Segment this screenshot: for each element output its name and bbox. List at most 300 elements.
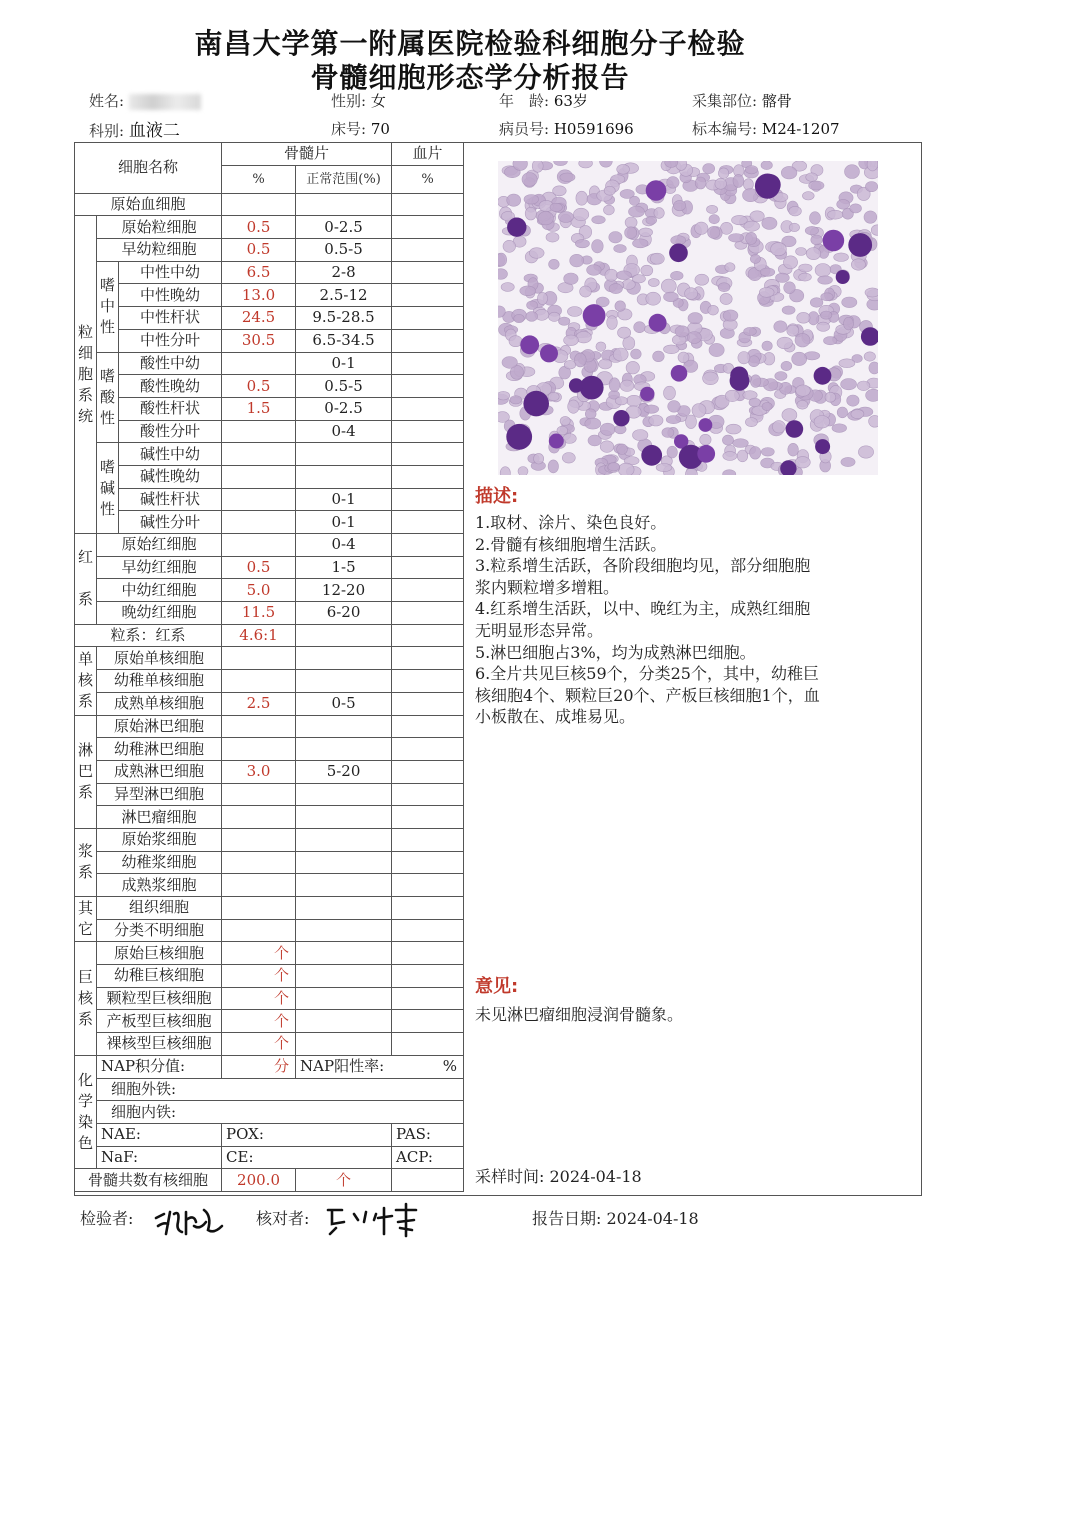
patient-no-value: H0591696 bbox=[553, 120, 634, 138]
red-blood-cell bbox=[771, 242, 787, 255]
row-range bbox=[296, 1033, 392, 1056]
description-line: 小板散在、成堆易见。 bbox=[475, 707, 636, 727]
row-pct: 11.5 bbox=[222, 602, 296, 625]
red-blood-cell bbox=[615, 301, 626, 312]
red-blood-cell bbox=[749, 398, 760, 407]
red-blood-cell bbox=[498, 269, 508, 280]
red-blood-cell bbox=[805, 226, 818, 234]
red-blood-cell bbox=[613, 348, 628, 361]
patient-name-field bbox=[89, 90, 201, 111]
red-blood-cell bbox=[718, 168, 728, 179]
description-line: 浆内颗粒增多增粗。 bbox=[475, 577, 620, 597]
row-pct: 0.5 bbox=[222, 216, 296, 239]
red-blood-cell bbox=[762, 341, 772, 351]
col-header-blood-pct: % bbox=[392, 165, 464, 193]
red-blood-cell bbox=[722, 435, 733, 445]
red-blood-cell bbox=[718, 283, 730, 292]
row-range bbox=[296, 443, 392, 466]
nucleated-cell bbox=[583, 304, 606, 327]
row-range bbox=[296, 851, 392, 874]
row-range: 1-5 bbox=[296, 556, 392, 579]
row-pct bbox=[222, 874, 296, 897]
nucleated-cell bbox=[549, 434, 564, 449]
red-blood-cell bbox=[625, 217, 637, 228]
red-blood-cell bbox=[615, 397, 627, 405]
red-blood-cell bbox=[525, 207, 536, 220]
red-blood-cell bbox=[726, 424, 741, 434]
red-blood-cell bbox=[759, 288, 774, 298]
red-blood-cell bbox=[596, 342, 606, 351]
nap-positive-cell bbox=[296, 1055, 464, 1078]
red-blood-cell bbox=[560, 173, 575, 182]
row-range bbox=[296, 897, 392, 920]
red-blood-cell bbox=[600, 441, 614, 453]
nap-positive-label: NAP阳性率: bbox=[300, 1057, 385, 1076]
red-blood-cell bbox=[520, 286, 536, 296]
red-blood-cell bbox=[814, 416, 830, 429]
red-blood-cell bbox=[792, 352, 807, 365]
gender-label: 性别: bbox=[331, 92, 367, 110]
nucleated-cell bbox=[569, 378, 583, 392]
red-blood-cell bbox=[841, 457, 855, 466]
red-blood-cell bbox=[668, 401, 681, 413]
bed-field bbox=[331, 118, 390, 139]
row-name: 淋巴瘤细胞 bbox=[97, 806, 222, 829]
red-blood-cell bbox=[648, 278, 659, 286]
row-pct bbox=[222, 670, 296, 693]
red-blood-cell bbox=[529, 248, 544, 259]
row-pct: 2.5 bbox=[222, 692, 296, 715]
red-blood-cell bbox=[632, 275, 645, 283]
nucleated-cell bbox=[649, 314, 667, 332]
red-blood-cell bbox=[656, 464, 672, 472]
nucleated-cell bbox=[640, 387, 654, 401]
nucleated-cell bbox=[520, 335, 539, 354]
red-blood-cell bbox=[703, 372, 719, 385]
red-blood-cell bbox=[723, 470, 736, 475]
red-blood-cell bbox=[839, 359, 855, 368]
red-blood-cell bbox=[631, 349, 642, 359]
red-blood-cell bbox=[723, 310, 738, 321]
red-blood-cell bbox=[587, 265, 602, 276]
red-blood-cell bbox=[821, 293, 833, 301]
row-range bbox=[296, 465, 392, 488]
row-name: 组织细胞 bbox=[97, 897, 222, 920]
red-blood-cell bbox=[789, 223, 799, 231]
red-blood-cell bbox=[500, 467, 510, 475]
row-range: 12-20 bbox=[296, 579, 392, 602]
red-blood-cell bbox=[562, 453, 575, 464]
red-blood-cell bbox=[703, 164, 715, 174]
red-blood-cell bbox=[654, 208, 664, 219]
red-blood-cell bbox=[871, 225, 878, 236]
red-blood-cell bbox=[709, 215, 719, 224]
nucleated-cell bbox=[814, 367, 832, 385]
red-blood-cell bbox=[802, 192, 814, 200]
row-name: 幼稚浆细胞 bbox=[97, 851, 222, 874]
red-blood-cell bbox=[626, 361, 639, 374]
row-range: 9.5-28.5 bbox=[296, 307, 392, 330]
red-blood-cell bbox=[810, 298, 823, 308]
description-line: 5.淋巴细胞占3%，均为成熟淋巴细胞。 bbox=[475, 642, 756, 662]
red-blood-cell bbox=[777, 337, 793, 349]
description-line: 核细胞4个、颗粒巨20个、产板巨核细胞1个，血 bbox=[475, 685, 820, 705]
red-blood-cell bbox=[837, 407, 847, 418]
red-blood-cell bbox=[671, 271, 684, 280]
row-range bbox=[296, 806, 392, 829]
row-name: 酸性杆状 bbox=[119, 397, 222, 420]
red-blood-cell bbox=[775, 372, 787, 381]
nucleated-cell bbox=[580, 376, 604, 400]
dept-field bbox=[89, 116, 180, 141]
row-pct: 6.5 bbox=[222, 261, 296, 284]
red-blood-cell bbox=[858, 446, 873, 458]
opinion-text: 未见淋巴瘤细胞浸润骨髓象。 bbox=[475, 1005, 684, 1024]
row-name: 成熟浆细胞 bbox=[97, 874, 222, 897]
row-pct bbox=[222, 352, 296, 375]
col-header-pct: % bbox=[222, 165, 296, 193]
red-blood-cell bbox=[851, 409, 864, 418]
red-blood-cell bbox=[744, 221, 760, 231]
red-blood-cell bbox=[746, 232, 757, 244]
nap-positive-unit: % bbox=[442, 1057, 458, 1076]
row-pct bbox=[222, 828, 296, 851]
row-name: 原始浆细胞 bbox=[97, 828, 222, 851]
red-blood-cell bbox=[675, 326, 689, 337]
red-blood-cell bbox=[557, 426, 568, 435]
red-blood-cell bbox=[510, 396, 522, 404]
nucleated-cell bbox=[697, 445, 715, 463]
group-lymph: 淋 巴 系 bbox=[75, 715, 97, 828]
row-name: 原始粒细胞 bbox=[97, 216, 222, 239]
row-pct: 0.5 bbox=[222, 556, 296, 579]
red-blood-cell bbox=[750, 254, 760, 263]
red-blood-cell bbox=[810, 212, 821, 225]
bone-marrow-micrograph bbox=[498, 161, 878, 475]
row-name: 颗粒型巨核细胞 bbox=[97, 987, 222, 1010]
red-blood-cell bbox=[575, 239, 589, 247]
bed-label: 床号: bbox=[331, 120, 367, 138]
row-name: 酸性中幼 bbox=[119, 352, 222, 375]
red-blood-cell bbox=[760, 268, 775, 276]
red-blood-cell bbox=[527, 301, 538, 310]
red-blood-cell bbox=[811, 235, 823, 245]
red-blood-cell bbox=[750, 447, 761, 460]
red-blood-cell bbox=[725, 390, 739, 401]
red-blood-cell bbox=[851, 259, 865, 270]
patient-no-field bbox=[499, 118, 634, 139]
row-name: 异型淋巴细胞 bbox=[97, 783, 222, 806]
red-blood-cell bbox=[576, 191, 588, 205]
checker-label: 核对者: bbox=[256, 1209, 310, 1228]
row-pct bbox=[222, 783, 296, 806]
opinion-heading: 意见: bbox=[475, 976, 519, 997]
red-blood-cell bbox=[662, 428, 674, 438]
red-blood-cell bbox=[815, 264, 831, 277]
col-header-marrow: 骨髓片 bbox=[222, 143, 392, 166]
group-granulocyte: 粒 细 胞 系 统 bbox=[75, 216, 97, 534]
red-blood-cell bbox=[588, 435, 601, 446]
red-blood-cell bbox=[507, 194, 521, 206]
row-name: 碱性晚幼 bbox=[119, 465, 222, 488]
row-pct: 个 bbox=[222, 1010, 296, 1033]
red-blood-cell bbox=[634, 322, 646, 333]
red-blood-cell bbox=[617, 444, 628, 455]
red-blood-cell bbox=[646, 292, 661, 305]
red-blood-cell bbox=[817, 322, 830, 331]
red-blood-cell bbox=[796, 248, 807, 256]
red-blood-cell bbox=[733, 439, 749, 448]
red-blood-cell bbox=[605, 269, 618, 281]
row-range bbox=[296, 1010, 392, 1033]
red-blood-cell bbox=[650, 253, 664, 264]
row-pct: 3.0 bbox=[222, 760, 296, 783]
gender-value: 女 bbox=[370, 92, 386, 110]
red-blood-cell bbox=[688, 313, 702, 324]
row-name: 原始单核细胞 bbox=[97, 647, 222, 670]
red-blood-cell bbox=[538, 212, 554, 225]
red-blood-cell bbox=[762, 217, 777, 229]
red-blood-cell bbox=[649, 415, 663, 426]
red-blood-cell bbox=[795, 333, 810, 347]
row-name: 酸性分叶 bbox=[119, 420, 222, 443]
nucleated-cell bbox=[671, 365, 688, 382]
red-blood-cell bbox=[666, 416, 681, 424]
dept-label: 科别: bbox=[89, 122, 125, 140]
row-pct bbox=[222, 738, 296, 761]
bed-value: 70 bbox=[370, 120, 390, 138]
red-blood-cell bbox=[537, 292, 547, 304]
red-blood-cell bbox=[604, 205, 615, 215]
red-blood-cell bbox=[608, 462, 620, 471]
sample-time: 采样时间: 2024-04-18 bbox=[475, 1167, 642, 1186]
row-name: 原始巨核细胞 bbox=[97, 942, 222, 965]
red-blood-cell bbox=[738, 352, 750, 364]
row-name: 产板型巨核细胞 bbox=[97, 1010, 222, 1033]
nucleated-cell bbox=[540, 344, 558, 362]
row-range bbox=[296, 965, 392, 988]
checker-signature bbox=[322, 1200, 422, 1240]
row-name: 早幼粒细胞 bbox=[97, 239, 222, 262]
nap-score-unit: 分 bbox=[222, 1055, 296, 1078]
row-gr-ratio-value: 4.6:1 bbox=[222, 624, 296, 647]
row-name: 中性晚幼 bbox=[119, 284, 222, 307]
red-blood-cell bbox=[526, 312, 538, 322]
red-blood-cell bbox=[564, 360, 576, 369]
red-blood-cell bbox=[864, 211, 877, 223]
row-pct bbox=[222, 806, 296, 829]
row-pct bbox=[222, 647, 296, 670]
row-pct bbox=[222, 443, 296, 466]
red-blood-cell bbox=[776, 273, 790, 282]
age-value: 63岁 bbox=[553, 92, 588, 110]
red-blood-cell bbox=[664, 345, 680, 354]
red-blood-cell bbox=[664, 386, 676, 400]
name-label: 姓名: bbox=[89, 92, 125, 110]
red-blood-cell bbox=[761, 448, 774, 457]
red-blood-cell bbox=[795, 457, 810, 468]
row-pct bbox=[222, 420, 296, 443]
red-blood-cell bbox=[625, 227, 637, 239]
row-pct: 个 bbox=[222, 1033, 296, 1056]
red-blood-cell bbox=[678, 352, 689, 363]
naf-field: NaF: bbox=[97, 1146, 222, 1169]
nucleated-cell bbox=[836, 270, 850, 284]
red-blood-cell bbox=[633, 239, 649, 248]
row-range bbox=[296, 987, 392, 1010]
report-title-line1: 南昌大学第一附属医院检验科细胞分子检验 bbox=[194, 27, 746, 60]
group-other: 其 它 bbox=[75, 897, 97, 942]
red-blood-cell bbox=[667, 446, 677, 458]
red-blood-cell bbox=[646, 216, 657, 224]
description-line: 6.全片共见巨核59个，分类25个，其中，幼稚巨 bbox=[475, 664, 819, 684]
specimen-no-label: 标本编号: bbox=[692, 120, 758, 138]
red-blood-cell bbox=[744, 327, 757, 335]
red-blood-cell bbox=[725, 263, 735, 272]
row-name: 晚幼红细胞 bbox=[97, 602, 222, 625]
red-blood-cell bbox=[818, 276, 833, 284]
red-blood-cell bbox=[609, 378, 620, 392]
row-pct bbox=[222, 511, 296, 534]
row-pct bbox=[222, 851, 296, 874]
red-blood-cell bbox=[737, 450, 748, 462]
red-blood-cell bbox=[781, 166, 797, 179]
ce-field: CE: bbox=[222, 1146, 392, 1169]
red-blood-cell bbox=[502, 357, 517, 369]
red-blood-cell bbox=[644, 405, 659, 413]
intracellular-iron: 细胞内铁: bbox=[97, 1101, 464, 1124]
red-blood-cell bbox=[750, 375, 761, 388]
red-blood-cell bbox=[518, 467, 528, 476]
red-blood-cell bbox=[834, 253, 849, 262]
red-blood-cell bbox=[514, 314, 525, 322]
red-blood-cell bbox=[788, 443, 799, 456]
red-blood-cell bbox=[574, 353, 586, 367]
red-blood-cell bbox=[799, 273, 812, 281]
nucleated-cell bbox=[786, 420, 804, 438]
row-pct bbox=[222, 919, 296, 942]
red-blood-cell bbox=[550, 203, 562, 211]
red-blood-cell bbox=[548, 392, 559, 400]
nucleated-cell bbox=[848, 233, 872, 257]
red-blood-cell bbox=[618, 327, 631, 338]
pas-field: PAS: bbox=[392, 1123, 464, 1146]
row-name: 成熟单核细胞 bbox=[97, 692, 222, 715]
red-blood-cell bbox=[825, 392, 836, 402]
red-blood-cell bbox=[774, 321, 787, 333]
row-range bbox=[296, 715, 392, 738]
red-blood-cell bbox=[733, 174, 744, 187]
row-primitive-blood: 原始血细胞 bbox=[75, 193, 222, 216]
row-pct: 30.5 bbox=[222, 329, 296, 352]
red-blood-cell bbox=[559, 317, 570, 325]
col-header-blood: 血片 bbox=[392, 143, 464, 166]
red-blood-cell bbox=[687, 332, 701, 344]
group-erythroid: 红 系 bbox=[75, 534, 97, 625]
dept-value: 血液二 bbox=[128, 121, 180, 141]
red-blood-cell bbox=[797, 400, 808, 409]
row-pct bbox=[222, 897, 296, 920]
row-range: 0.5-5 bbox=[296, 239, 392, 262]
row-pct: 个 bbox=[222, 965, 296, 988]
row-range: 0-5 bbox=[296, 692, 392, 715]
red-blood-cell bbox=[532, 161, 543, 172]
red-blood-cell bbox=[585, 409, 596, 419]
row-range bbox=[296, 670, 392, 693]
col-header-cell-name: 细胞名称 bbox=[75, 143, 222, 194]
red-blood-cell bbox=[620, 380, 634, 391]
description-text bbox=[475, 512, 875, 728]
cell-count-table bbox=[74, 142, 464, 1192]
red-blood-cell bbox=[782, 409, 797, 422]
red-blood-cell bbox=[609, 284, 622, 294]
red-blood-cell bbox=[568, 400, 579, 413]
red-blood-cell bbox=[616, 271, 631, 280]
row-range bbox=[296, 919, 392, 942]
red-blood-cell bbox=[708, 226, 720, 238]
row-range: 0-4 bbox=[296, 534, 392, 557]
row-name: 碱性分叶 bbox=[119, 511, 222, 534]
red-blood-cell bbox=[837, 199, 850, 209]
red-blood-cell bbox=[708, 305, 719, 315]
red-blood-cell bbox=[509, 336, 522, 347]
nucleated-cell bbox=[613, 410, 629, 426]
red-blood-cell bbox=[781, 361, 792, 370]
red-blood-cell bbox=[845, 165, 860, 179]
red-blood-cell bbox=[799, 264, 812, 272]
total-nucleated-unit: 个 bbox=[296, 1169, 392, 1192]
col-header-normal-range: 正常范围(%) bbox=[296, 165, 392, 193]
row-name: 幼稚巨核细胞 bbox=[97, 965, 222, 988]
red-blood-cell bbox=[639, 228, 653, 237]
examiner-signature bbox=[150, 1200, 230, 1240]
row-name: 碱性中幼 bbox=[119, 443, 222, 466]
row-range: 2-8 bbox=[296, 261, 392, 284]
red-blood-cell bbox=[653, 351, 665, 362]
red-blood-cell bbox=[600, 161, 613, 167]
row-range: 6-20 bbox=[296, 602, 392, 625]
red-blood-cell bbox=[715, 178, 727, 189]
group-plasma: 浆 系 bbox=[75, 828, 97, 896]
red-blood-cell bbox=[667, 177, 679, 189]
red-blood-cell bbox=[729, 234, 744, 243]
red-blood-cell bbox=[695, 274, 709, 285]
red-blood-cell bbox=[503, 240, 516, 252]
description-line: 4.红系增生活跃，以中、晚红为主，成熟红细胞 bbox=[475, 599, 811, 619]
row-pct: 0.5 bbox=[222, 375, 296, 398]
micrograph-image bbox=[498, 161, 878, 475]
red-blood-cell bbox=[600, 423, 615, 435]
row-pct bbox=[222, 488, 296, 511]
red-blood-cell bbox=[789, 206, 802, 216]
red-blood-cell bbox=[797, 312, 810, 323]
row-pct bbox=[222, 534, 296, 557]
red-blood-cell bbox=[549, 312, 561, 321]
red-blood-cell bbox=[617, 164, 630, 174]
red-blood-cell bbox=[618, 463, 634, 475]
total-nucleated-value: 200.0 bbox=[222, 1169, 296, 1192]
row-name: 原始淋巴细胞 bbox=[97, 715, 222, 738]
row-range bbox=[296, 783, 392, 806]
row-range bbox=[296, 942, 392, 965]
row-name: 酸性晚幼 bbox=[119, 375, 222, 398]
red-blood-cell bbox=[750, 211, 764, 222]
red-blood-cell bbox=[564, 335, 579, 346]
red-blood-cell bbox=[604, 186, 615, 195]
red-blood-cell bbox=[745, 166, 757, 174]
row-name: 裸核型巨核细胞 bbox=[97, 1033, 222, 1056]
row-name: 幼稚淋巴细胞 bbox=[97, 738, 222, 761]
